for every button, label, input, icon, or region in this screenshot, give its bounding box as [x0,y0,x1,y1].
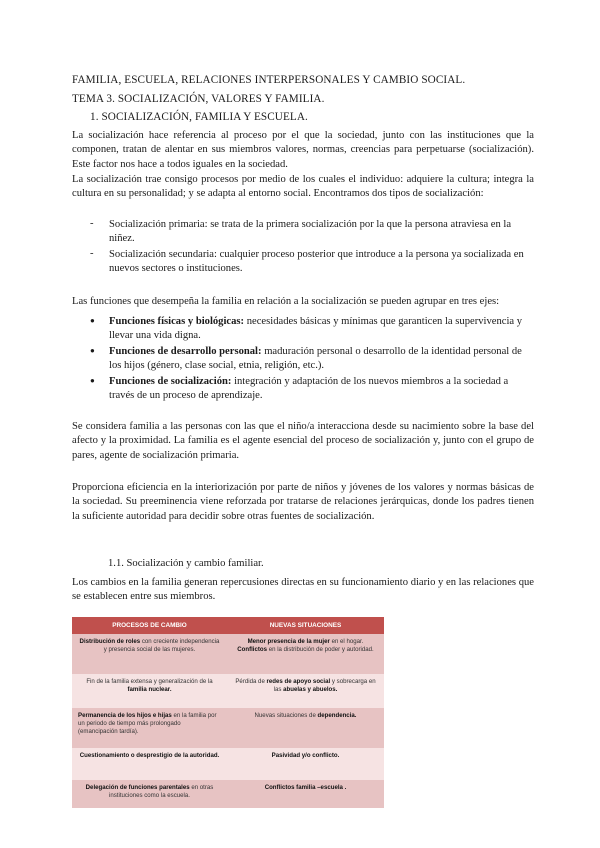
document-title: FAMILIA, ESCUELA, RELACIONES INTERPERSONALES Y CAMBIO SOCIAL. [72,74,466,86]
table-cell [227,634,384,674]
cell-term: Delegación de funciones parentales [85,784,190,791]
section-heading: 1. SOCIALIZACIÓN, FAMILIA Y ESCUELA. [90,111,308,123]
cell-term: abuelas y abuelos. [283,686,338,693]
table-cell [227,708,384,748]
table-cell [72,708,227,748]
column-header: NUEVAS SITUACIONES [227,617,384,634]
paragraph-family-changes: Los cambios en la familia generan repercusiones directas en su funcionamiento diario y en las relaciones que se establecen entre sus miembros. [72,577,534,603]
table-row [72,748,384,780]
cell-text: con creciente independencia y presencia social de las mujeres. [103,638,220,653]
list-item-personal-development [109,345,534,374]
cell-term: Pasividad y/o conflicto. [271,752,340,759]
definition: necesidades básicas y mínimas que garanticen la supervivencia y llevar una vida digna. [109,316,523,342]
list-item-primary: Socialización primaria: se trata de la primera socialización por la que la persona atraviesa en la niñez. [109,219,512,245]
table-cell [227,674,384,708]
list-item-physical-functions [109,315,534,344]
table-cell [72,748,227,780]
topic-title: TEMA 3. SOCIALIZACIÓN, VALORES Y FAMILIA. [72,93,325,105]
cell-text: en el hogar. [329,638,364,645]
term: Funciones de desarrollo personal: [109,346,262,357]
cell-text: en la familia por un periodo de tiempo más prolongado (emancipación tardía). [78,712,217,735]
table-cell [72,780,227,808]
bullet-icon: ● [90,316,95,325]
cell-term: Permanencia de los hijos e hijas [78,712,172,719]
table-cell [72,634,227,674]
definition: integración y adaptación de los nuevos miembros a la sociedad a través de un proceso de aprendizaje. [109,376,509,402]
table-row [72,780,384,808]
list-item-socialization-functions [109,375,534,404]
definition: maduración personal o desarrollo de la identidad personal de los hijos (género, clase social, etnia, religión, etc.). [109,346,522,372]
paragraph-family-definition: Se considera familia a las personas con las que el niño/a interacciona desde su nacimiento sobre la base del afecto y la proximidad. La familia es el agente esencial del proceso de socialización y, junto con el grupo de pares, agente de socialización primaria. [72,421,534,461]
cell-term: Conflictos [237,646,268,653]
cell-term: Cuestionamiento o desprestigio de la autoridad. [79,752,220,759]
cell-term: Conflictos familia –escuela . [264,784,347,791]
bullet-icon: ● [90,346,95,355]
cell-text: en otras instituciones como la escuela. [109,784,214,799]
list-item-secondary: Socialización secundaria: cualquier proceso posterior que introduce a la persona ya socializada en nuevos sectores o instituciones. [109,249,524,275]
cell-text: Nuevas situaciones de [254,712,318,719]
column-header: PROCESOS DE CAMBIO [72,617,227,634]
paragraph-family-efficiency: Proporciona eficiencia en la interiorización por parte de niños y jóvenes de los valores y normas básicas de la sociedad. Su preeminencia viene reforzada por tratarse de relaciones jerárquicas, donde los padres tienen la suficiente autoridad para decidir sobre otras fuentes de socialización. [72,482,534,522]
cell-text: Fin de la familia extensa y generalización de la [86,678,213,685]
cell-text: y sobrecarga en las [273,678,376,693]
table-row [72,708,384,748]
table-cell [227,748,384,780]
bullet-icon: ● [90,376,95,385]
table-row [72,634,384,674]
table-row [72,674,384,708]
table-header-row [72,617,384,634]
cell-term: dependencia. [317,712,357,719]
table-cell [72,674,227,708]
cell-term: redes de apoyo social [266,678,331,685]
cell-term: Distribución de roles [79,638,141,645]
paragraph-socialization-definition: La socialización hace referencia al proceso por el que la sociedad, junto con las instituciones que la componen, tratan de alentar en sus miembros valores, normas, creencias para perpetuarse (socialización). Este factor nos hace a todos iguales en la sociedad. [72,130,534,170]
term: Funciones físicas y biológicas: [109,316,245,327]
list-marker: - [90,248,94,259]
term: Funciones de socialización: [109,376,232,387]
change-processes-table [72,617,384,808]
subsection-heading: 1.1. Socialización y cambio familiar. [108,558,264,569]
paragraph-socialization-processes: La socialización trae consigo procesos por medio de los cuales el individuo: adquiere la cultura; integra la cultura en su personalidad; y se adapta al entorno social. Encontramos dos tipos de socialización: [72,174,534,200]
cell-text: en la distribución de poder y autoridad. [267,646,374,653]
cell-term: Menor presencia de la mujer [247,638,330,645]
cell-term: familia nuclear. [127,686,172,693]
paragraph-family-functions: Las funciones que desempeña la familia en relación a la socialización se pueden agrupar en tres ejes: [72,296,500,307]
table-cell [227,780,384,808]
cell-text: Pérdida de [235,678,267,685]
list-marker: - [90,218,94,229]
